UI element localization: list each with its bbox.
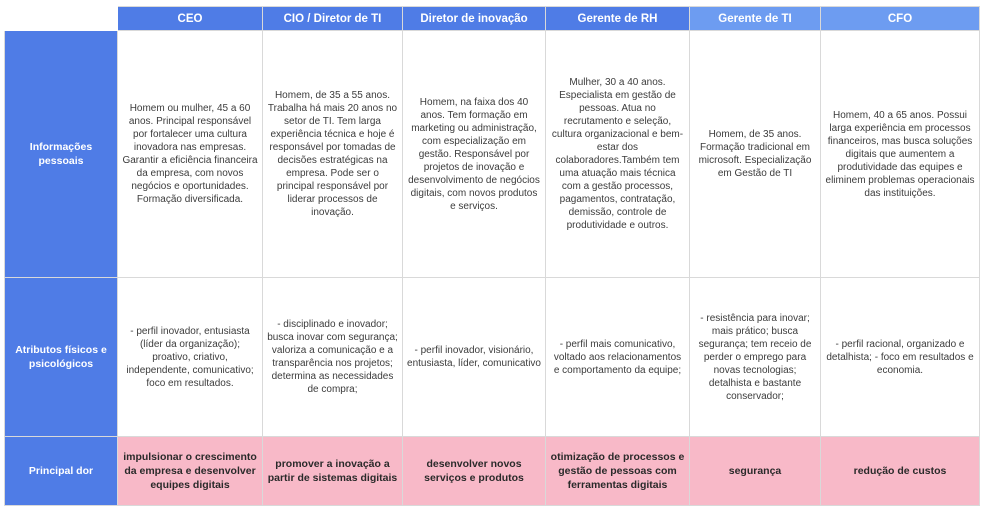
- persona-table: [4, 6, 980, 506]
- cell-atributos-gerente-rh: - perfil mais comunicativo, voltado aos relacionamentos e comportamento da equipe;: [546, 278, 690, 437]
- cell-atributos-cfo: - perfil racional, organizado e detalhista; - foco em resultados e economia.: [821, 278, 980, 437]
- cell-dor-cio: promover a inovação a partir de sistemas digitais: [263, 437, 403, 506]
- cell-dor-diretor-inovacao: desenvolver novos serviços e produtos: [403, 437, 546, 506]
- cell-info-ceo: Homem ou mulher, 45 a 60 anos. Principal responsável por fortalecer uma cultura inovadora nas empresas. Garantir a eficiência financeira da empresa, com novos negócios e oportunidades. Formação diversificada.: [118, 31, 263, 278]
- cell-atributos-diretor-inovacao: - perfil inovador, visionário, entusiasta, líder, comunicativo: [403, 278, 546, 437]
- cell-atributos-gerente-ti: - resistência para inovar; mais prático; busca segurança; tem receio de perder o emprego para novas tecnologias; detalhista e bastante conservador;: [690, 278, 821, 437]
- cell-info-gerente-ti: Homem, de 35 anos. Formação tradicional em microsoft. Especialização em Gestão de TI: [690, 31, 821, 278]
- column-header-ceo: CEO: [118, 7, 263, 31]
- cell-atributos-cio: - disciplinado e inovador; busca inovar com segurança; valoriza a comunicação e a transparência nos projetos; determina as necessidades de compra;: [263, 278, 403, 437]
- row-header-principal-dor: Principal dor: [5, 437, 118, 506]
- cell-info-cfo: Homem, 40 a 65 anos. Possui larga experiência em processos financeiros, mas busca soluções digitais que aumentem a produtividade das equipes e eliminem problemas operacionais das instituições.: [821, 31, 980, 278]
- row-header-atributos: Atributos físicos e psicológicos: [5, 278, 118, 437]
- cell-dor-cfo: redução de custos: [821, 437, 980, 506]
- corner-cell: [5, 7, 118, 31]
- column-header-gerente-rh: Gerente de RH: [546, 7, 690, 31]
- row-informacoes-pessoais: [5, 31, 980, 278]
- cell-dor-gerente-ti: segurança: [690, 437, 821, 506]
- cell-dor-ceo: impulsionar o crescimento da empresa e desenvolver equipes digitais: [118, 437, 263, 506]
- column-header-cfo: CFO: [821, 7, 980, 31]
- column-header-gerente-ti: Gerente de TI: [690, 7, 821, 31]
- cell-info-diretor-inovacao: Homem, na faixa dos 40 anos. Tem formação em marketing ou administração, com especialização em gestão. Responsável por projetos de inovação e desenvolvimento de negócios digitais, com novos produtos e serviços.: [403, 31, 546, 278]
- cell-atributos-ceo: - perfil inovador, entusiasta (líder da organização); proativo, criativo, independente, comunicativo; foco em resultados.: [118, 278, 263, 437]
- cell-dor-gerente-rh: otimização de processos e gestão de pessoas com ferramentas digitais: [546, 437, 690, 506]
- cell-info-cio: Homem, de 35 a 55 anos. Trabalha há mais 20 anos no setor de TI. Tem larga experiência técnica e hoje é responsável por tomadas de decisões estratégicas na empresa. Pode ser o principal responsável por liderar processos de inovação.: [263, 31, 403, 278]
- row-principal-dor: [5, 437, 980, 506]
- cell-info-gerente-rh: Mulher, 30 a 40 anos. Especialista em gestão de pessoas. Atua no recrutamento e seleção, cultura organizacional e bem-estar dos colaboradores.Também tem uma atuação mais técnica com a gestão processos, pagamentos, contratação, demissão, controle de produtividade e outros.: [546, 31, 690, 278]
- row-atributos: [5, 278, 980, 437]
- column-header-cio: CIO / Diretor de TI: [263, 7, 403, 31]
- row-header-informacoes: Informações pessoais: [5, 31, 118, 278]
- column-header-diretor-inovacao: Diretor de inovação: [403, 7, 546, 31]
- header-row: [5, 7, 980, 31]
